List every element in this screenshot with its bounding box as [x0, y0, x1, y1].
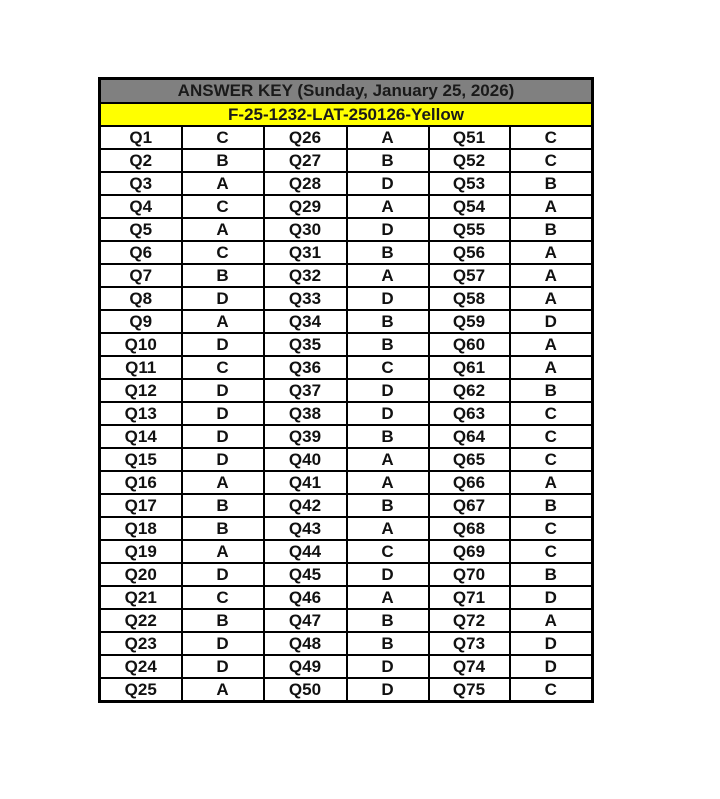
question-number: Q57	[429, 264, 510, 287]
answer: B	[510, 218, 593, 241]
answer: D	[510, 632, 593, 655]
answer: A	[182, 471, 264, 494]
question-number: Q33	[264, 287, 347, 310]
answer: C	[347, 356, 429, 379]
table-row	[100, 678, 593, 702]
question-number: Q64	[429, 425, 510, 448]
answer: A	[182, 218, 264, 241]
answer: D	[510, 586, 593, 609]
answer: C	[510, 126, 593, 149]
question-number: Q10	[100, 333, 182, 356]
answer: B	[347, 241, 429, 264]
question-number: Q73	[429, 632, 510, 655]
question-number: Q18	[100, 517, 182, 540]
question-number: Q14	[100, 425, 182, 448]
question-number: Q19	[100, 540, 182, 563]
answer: C	[182, 195, 264, 218]
answer-key-title: ANSWER KEY (Sunday, January 25, 2026)	[100, 79, 593, 104]
answer: D	[182, 333, 264, 356]
question-number: Q15	[100, 448, 182, 471]
question-number: Q6	[100, 241, 182, 264]
answer: B	[347, 632, 429, 655]
answer: D	[182, 402, 264, 425]
answer: A	[347, 471, 429, 494]
answer: D	[347, 402, 429, 425]
table-row	[100, 402, 593, 425]
question-number: Q8	[100, 287, 182, 310]
question-number: Q74	[429, 655, 510, 678]
table-row	[100, 540, 593, 563]
table-row	[100, 241, 593, 264]
exam-code: F-25-1232-LAT-250126-Yellow	[100, 103, 593, 126]
question-number: Q69	[429, 540, 510, 563]
question-number: Q7	[100, 264, 182, 287]
question-number: Q39	[264, 425, 347, 448]
answer: A	[510, 609, 593, 632]
answer: B	[347, 494, 429, 517]
answer: B	[347, 310, 429, 333]
question-number: Q4	[100, 195, 182, 218]
table-row	[100, 471, 593, 494]
answer: C	[510, 540, 593, 563]
question-number: Q25	[100, 678, 182, 702]
answer: B	[510, 172, 593, 195]
table-row	[100, 149, 593, 172]
question-number: Q75	[429, 678, 510, 702]
answer: C	[510, 678, 593, 702]
answer: A	[510, 264, 593, 287]
answer: B	[510, 494, 593, 517]
answer: B	[182, 264, 264, 287]
question-number: Q31	[264, 241, 347, 264]
answer: C	[182, 356, 264, 379]
question-number: Q38	[264, 402, 347, 425]
table-row	[100, 333, 593, 356]
question-number: Q11	[100, 356, 182, 379]
answer: A	[347, 586, 429, 609]
question-number: Q21	[100, 586, 182, 609]
table-row	[100, 586, 593, 609]
code-row	[100, 103, 593, 126]
question-number: Q26	[264, 126, 347, 149]
answer: D	[510, 655, 593, 678]
answer: A	[347, 448, 429, 471]
answer: B	[347, 609, 429, 632]
question-number: Q29	[264, 195, 347, 218]
question-number: Q70	[429, 563, 510, 586]
question-number: Q72	[429, 609, 510, 632]
answer: B	[510, 563, 593, 586]
question-number: Q44	[264, 540, 347, 563]
table-row	[100, 126, 593, 149]
table-row	[100, 609, 593, 632]
question-number: Q27	[264, 149, 347, 172]
question-number: Q3	[100, 172, 182, 195]
question-number: Q56	[429, 241, 510, 264]
answer: B	[510, 379, 593, 402]
question-number: Q49	[264, 655, 347, 678]
answer: B	[182, 609, 264, 632]
answer: C	[182, 126, 264, 149]
answer: C	[510, 425, 593, 448]
question-number: Q22	[100, 609, 182, 632]
question-number: Q58	[429, 287, 510, 310]
question-number: Q1	[100, 126, 182, 149]
answer: B	[182, 149, 264, 172]
question-number: Q60	[429, 333, 510, 356]
question-number: Q2	[100, 149, 182, 172]
table-row	[100, 379, 593, 402]
table-row	[100, 218, 593, 241]
answer: B	[182, 494, 264, 517]
question-number: Q63	[429, 402, 510, 425]
question-number: Q5	[100, 218, 182, 241]
question-number: Q48	[264, 632, 347, 655]
question-number: Q35	[264, 333, 347, 356]
answer: B	[347, 333, 429, 356]
table-row	[100, 425, 593, 448]
answer: A	[347, 264, 429, 287]
answer: D	[182, 448, 264, 471]
answer: D	[347, 218, 429, 241]
question-number: Q47	[264, 609, 347, 632]
question-number: Q13	[100, 402, 182, 425]
question-number: Q9	[100, 310, 182, 333]
question-number: Q45	[264, 563, 347, 586]
answer: A	[347, 195, 429, 218]
question-number: Q20	[100, 563, 182, 586]
question-number: Q55	[429, 218, 510, 241]
answer: D	[347, 563, 429, 586]
question-number: Q43	[264, 517, 347, 540]
answer: A	[347, 126, 429, 149]
answer: A	[510, 471, 593, 494]
answer: D	[347, 379, 429, 402]
question-number: Q41	[264, 471, 347, 494]
question-number: Q68	[429, 517, 510, 540]
question-number: Q53	[429, 172, 510, 195]
question-number: Q37	[264, 379, 347, 402]
question-number: Q66	[429, 471, 510, 494]
answer: D	[182, 425, 264, 448]
answer: D	[347, 287, 429, 310]
answer: A	[182, 172, 264, 195]
question-number: Q51	[429, 126, 510, 149]
answer: D	[182, 379, 264, 402]
answer: A	[510, 287, 593, 310]
answer: D	[347, 678, 429, 702]
table-row	[100, 655, 593, 678]
question-number: Q54	[429, 195, 510, 218]
answer: B	[347, 149, 429, 172]
table-row	[100, 310, 593, 333]
answer: D	[182, 632, 264, 655]
table-row	[100, 494, 593, 517]
answer: D	[182, 287, 264, 310]
table-row	[100, 517, 593, 540]
answer: A	[182, 310, 264, 333]
question-number: Q34	[264, 310, 347, 333]
answer: B	[182, 517, 264, 540]
question-number: Q28	[264, 172, 347, 195]
question-number: Q32	[264, 264, 347, 287]
table-row	[100, 563, 593, 586]
question-number: Q16	[100, 471, 182, 494]
question-number: Q24	[100, 655, 182, 678]
answer: A	[510, 195, 593, 218]
answer: C	[182, 241, 264, 264]
answer: A	[182, 678, 264, 702]
title-row	[100, 79, 593, 104]
answer: C	[347, 540, 429, 563]
answer: A	[182, 540, 264, 563]
table-row	[100, 287, 593, 310]
answer: A	[510, 333, 593, 356]
table-row	[100, 356, 593, 379]
table-row	[100, 448, 593, 471]
question-number: Q17	[100, 494, 182, 517]
answer: D	[182, 563, 264, 586]
answer-key-table	[98, 77, 594, 703]
table-row	[100, 264, 593, 287]
question-number: Q40	[264, 448, 347, 471]
question-number: Q59	[429, 310, 510, 333]
answer: C	[510, 448, 593, 471]
answer: D	[182, 655, 264, 678]
answer: D	[510, 310, 593, 333]
question-number: Q67	[429, 494, 510, 517]
question-number: Q62	[429, 379, 510, 402]
table-row	[100, 172, 593, 195]
question-number: Q12	[100, 379, 182, 402]
question-number: Q71	[429, 586, 510, 609]
question-number: Q46	[264, 586, 347, 609]
answer: C	[182, 586, 264, 609]
question-number: Q50	[264, 678, 347, 702]
question-number: Q65	[429, 448, 510, 471]
answer: C	[510, 402, 593, 425]
answer: B	[347, 425, 429, 448]
question-number: Q36	[264, 356, 347, 379]
question-number: Q61	[429, 356, 510, 379]
answer: C	[510, 517, 593, 540]
answer: C	[510, 149, 593, 172]
question-number: Q52	[429, 149, 510, 172]
answer: D	[347, 655, 429, 678]
answer: A	[510, 241, 593, 264]
question-number: Q23	[100, 632, 182, 655]
answer: A	[347, 517, 429, 540]
question-number: Q30	[264, 218, 347, 241]
answer: D	[347, 172, 429, 195]
table-row	[100, 632, 593, 655]
table-row	[100, 195, 593, 218]
answer: A	[510, 356, 593, 379]
question-number: Q42	[264, 494, 347, 517]
